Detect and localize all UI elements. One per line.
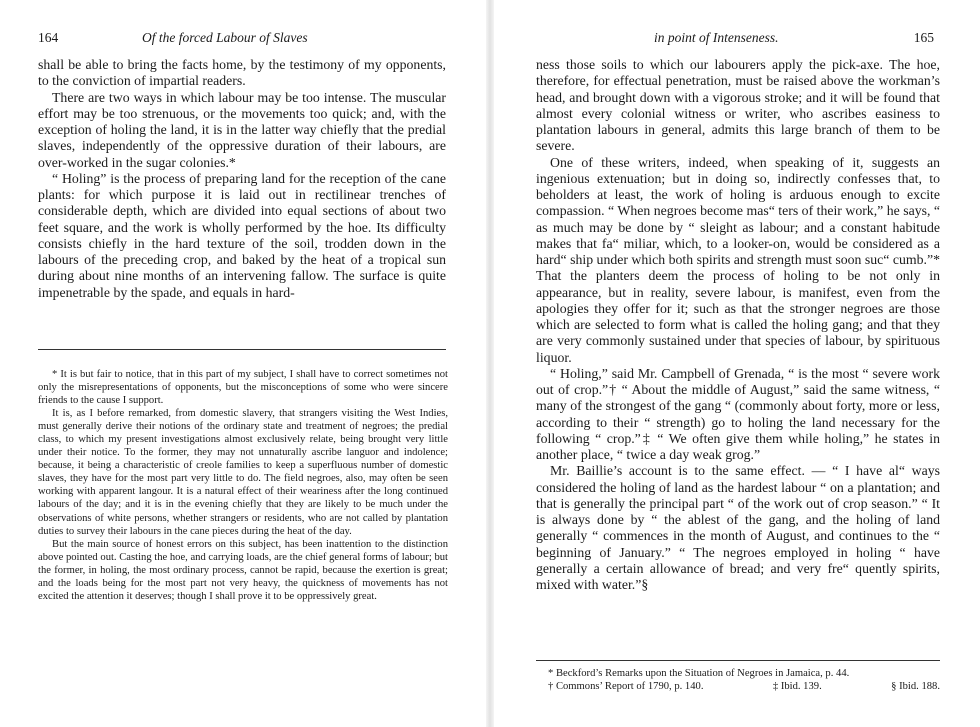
left-page (0, 0, 486, 727)
footnote-line (548, 680, 940, 693)
paragraph: Mr. Baillie’s account is to the same effect. — “ I have al“ ways considered the holing of land as the hardest labour “ on a plantation; and that is generally the principal part “ of the work out of crop season.” “ It is always done by “ the ablest of the gang, and the holing of land generally “ commences in the month of August, and continues to the “ beginning of January.” “ The negroes employed in holing “ have generally a certain allowance of bread; and very fre“ quently spirits, mixed with water.”§ (536, 463, 940, 592)
page-number: 164 (38, 30, 59, 45)
footnotes (38, 368, 448, 603)
running-title: in point of Intenseness. (654, 30, 779, 45)
footnote-rule (536, 660, 940, 661)
running-head (38, 30, 448, 50)
footnote: But the main source of honest errors on this subject, has been inattention to the distinction above pointed out. Casting the hoe, and carrying loads, are the chief general forms of labour; but the former, in holing, the most ordinary process, cannot be rapid, because the exertion is great; and the loads being for the most part not very heavy, the quickness of movements has not excited the attention it deserves; though I shall prove it to be oppressively great. (38, 538, 448, 602)
running-title: Of the forced Labour of Slaves (142, 30, 308, 45)
footnote: * Beckford’s Remarks upon the Situation of Negroes in Jamaica, p. 44. (548, 668, 850, 679)
paragraph: ness those soils to which our labourers apply the pick-axe. The hoe, therefore, for effectual penetration, must be raised above the workman’s head, and brought down with a vigorous stroke; and it will be found that almost every colonial witness or writer, who ascribes easiness to plantation labours in general, admits this large branch of them to be severe. (536, 57, 940, 154)
page-number: 165 (913, 30, 934, 45)
footnote: § Ibid. 188. (891, 681, 940, 693)
paragraph: “ Holing,” said Mr. Campbell of Grenada, “ is the most “ severe work out of crop.”† “ About the middle of August,” said the same witness, “ many of the strongest of the gang “ (commonly about forty, more or less, according to their “ strength) go to holing the land necessary for the following “ crop.”‡ “ We often give them while holing,” he states in another place, “ twice a day weak grog.” (536, 365, 940, 462)
footnote: ‡ Ibid. 139. (772, 681, 822, 693)
paragraph: One of these writers, indeed, when speaking of it, suggests an ingenious extenuation; but in doing so, indirectly confesses that, to beholders at least, the work of holing is arduous enough to excite compassion. “ When negroes become mas“ ters of their work,” he says, “ as much may be done by “ sleight as labour; and a constant habitude makes that fa“ miliar, which, to a looker-on, would be considered as a hard“ ship under which both spirits and strength must soon suc“ cumb.”* That the planters deem the process of holing to be not only in appearance, but in reality, severe labour, is manifest, even from the apologies they offer for it; such as that the stronger negroes are those which are selected to form what is called the holing gang; and that they are very commonly sustained under that species of labour, by spirituous liquor. (536, 154, 940, 365)
paragraph: shall be able to bring the facts home, by the testimony of my opponents, to the conviction of impartial readers. (38, 57, 446, 89)
footnotes (548, 667, 940, 694)
paragraph: “ Holing” is the process of preparing land for the reception of the cane plants: for which purpose it is laid out in rectilinear trenches of considerable depth, which are divided into equal sections of about two feet square, and the work is wholly performed by the hoe. Its difficulty consists chiefly in the hard texture of the soil, trodden down in the labours of the preceding crop, and baked by the heat of a tropical sun during about nine months of an intervening fallow. The surface is quite impenetrable by the spade, and equals in hard- (38, 170, 446, 300)
footnote: † Commons’ Report of 1790, p. 140. (548, 681, 704, 693)
footnote: It is, as I before remarked, from domestic slavery, that strangers visiting the West Indies, must generally derive their notions of the ordinary state and treatment of negroes; the predial class, to which my present investigations almost exclusively relate, being brought very little under their notice. To the former, they may not unnaturally ascribe languor and indolence; because, it being a characteristic of creole families to keep a superfluous number of domestic slaves, they have for the most part very little to do. The field negroes, also, may often be seen working with apparent langour. It is a natural effect of their weariness after the long continued labours of the day; and it is in the evening chiefly that they are likely to be much under the observations of white persons, whether strangers or residents, who are not called by plantation duties to survey their labours in the cane pieces during the heat of the day. (38, 408, 448, 537)
right-page (494, 0, 980, 727)
paragraph: There are two ways in which labour may be too intense. The muscular effort may be too strenuous, or the movements too quick; and, with the exception of holing the land, it is in the latter way chiefly that the predial slaves, independently of the oppressive duration of their labours, are over-worked in the sugar colonies.* (38, 89, 446, 170)
main-text (38, 57, 446, 301)
main-text (536, 57, 940, 593)
running-head (534, 30, 934, 50)
footnote-rule (38, 349, 446, 350)
footnote: * It is but fair to notice, that in this part of my subject, I shall have to correct sometimes not only the misrepresentations of opponents, but the misconceptions of some who were sincere friends to the cause I support. (38, 369, 448, 407)
book-gutter (486, 0, 494, 727)
